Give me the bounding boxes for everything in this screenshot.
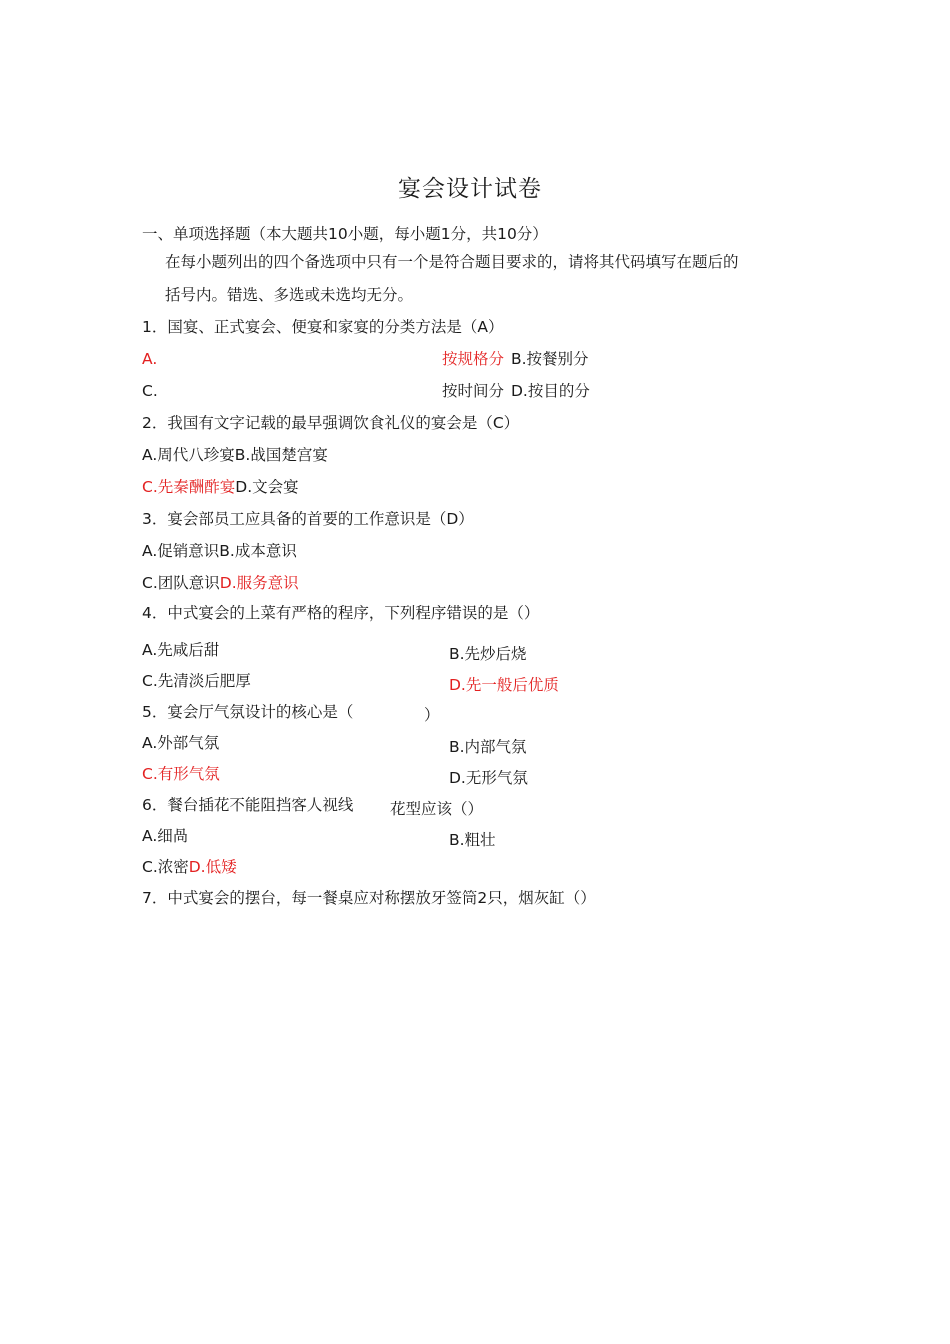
q2-option-d: D.文会宴 xyxy=(235,478,299,496)
question-5-stem-close: ） xyxy=(424,706,440,724)
question-6-stem-cont: 花型应该（） xyxy=(390,800,484,818)
q1-option-c: 按时间分 xyxy=(442,382,505,400)
q5-option-a: A.外部气氛 xyxy=(142,734,220,752)
q3-options-ab: A.促销意识B.成本意识 xyxy=(142,542,297,560)
q3-option-c: C.团队意识 xyxy=(142,574,220,592)
question-5-stem: 5．宴会厅气氛设计的核心是（ xyxy=(142,703,354,721)
q5-option-c: C.有形气氛 xyxy=(142,765,220,783)
q5-option-b: B.内部气氛 xyxy=(449,738,527,756)
q4-option-b: B.先炒后烧 xyxy=(449,645,527,663)
q3-option-d-answer: D.服务意识 xyxy=(219,574,299,592)
q6-option-b: B.粗壮 xyxy=(449,831,496,849)
instruction-line-2: 括号内。错选、多选或未选均无分。 xyxy=(165,286,414,304)
question-6-stem: 6．餐台插花不能阻挡客人视线 xyxy=(142,796,354,814)
q6-options-cd xyxy=(142,857,237,877)
q4-option-a: A.先咸后甜 xyxy=(142,641,220,659)
q1-option-c-prefix: C. xyxy=(142,382,158,400)
q1-option-a-answer: 按规格分 xyxy=(442,350,505,368)
instruction-line-1: 在每小题列出的四个备选项中只有一个是符合题目要求的，请将其代码填写在题后的 xyxy=(165,253,739,271)
q2-options-ab: A.周代八珍宴B.战国楚宫宴 xyxy=(142,446,328,464)
question-3-stem: 3．宴会部员工应具备的首要的工作意识是（D） xyxy=(142,510,474,528)
question-4-stem: 4．中式宴会的上菜有严格的程序，下列程序错误的是（） xyxy=(142,604,540,622)
question-2-stem: 2．我国有文字记载的最早强调饮食礼仪的宴会是（C） xyxy=(142,414,520,432)
q1-option-b: B.按餐别分 xyxy=(511,350,589,368)
q4-option-d: D.先一般后优质 xyxy=(449,676,559,694)
question-7-stem: 7．中式宴会的摆台，每一餐桌应对称摆放牙签筒2只，烟灰缸（） xyxy=(142,889,596,907)
q3-options-cd xyxy=(142,573,299,593)
q6-option-d-answer: D.低矮 xyxy=(188,858,237,876)
q2-option-c-answer: C.先秦酬酢宴 xyxy=(142,478,236,496)
q2-options-cd xyxy=(142,477,299,497)
q1-option-d: D.按目的分 xyxy=(511,382,590,400)
q5-option-d: D.无形气氛 xyxy=(449,769,528,787)
q1-option-a-prefix: A. xyxy=(142,350,158,368)
section-heading: 一、单项选择题（本大题共10小题，每小题1分，共10分） xyxy=(142,225,548,243)
question-1-stem: 1．国宴、正式宴会、便宴和家宴的分类方法是（A） xyxy=(142,318,504,336)
q6-option-c: C.浓密 xyxy=(142,858,189,876)
q4-option-c: C.先清淡后肥厚 xyxy=(142,672,251,690)
page-title: 宴会设计试卷 xyxy=(398,176,542,202)
q6-option-a: A.细咼 xyxy=(142,827,189,845)
